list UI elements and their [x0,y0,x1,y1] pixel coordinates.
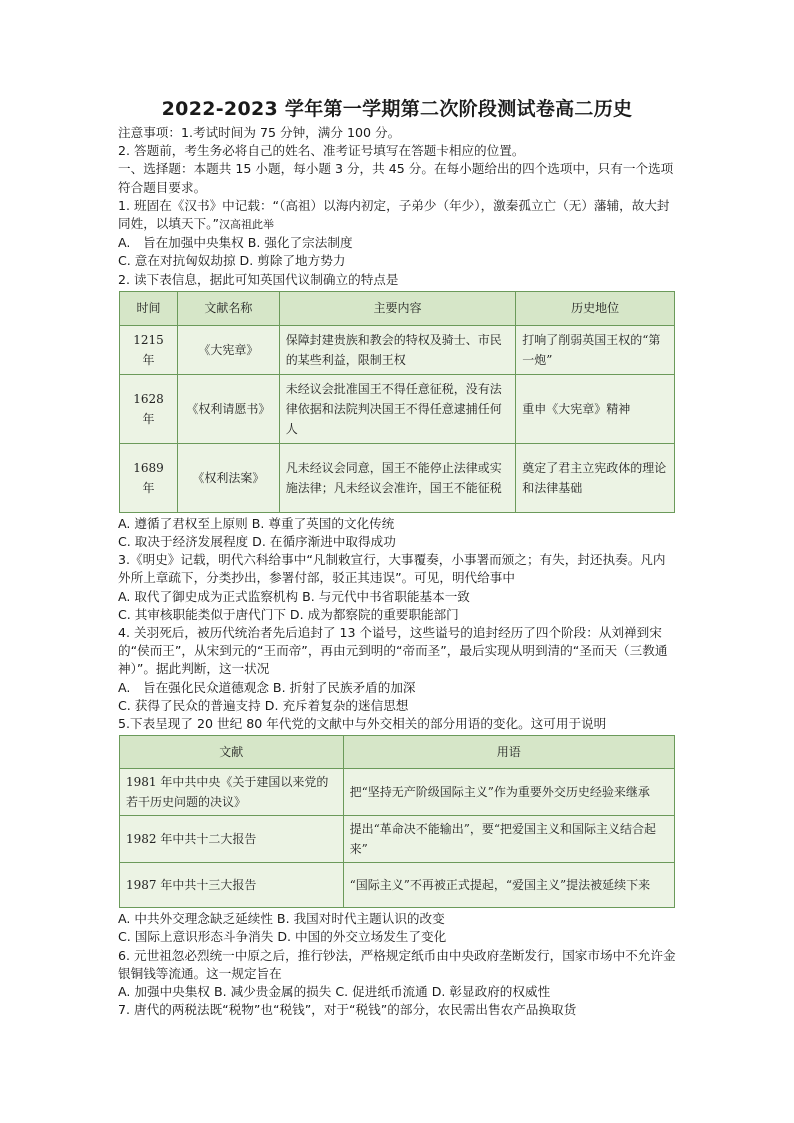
question-5-stem: 5.下表呈现了 20 世纪 80 年代党的文献中与外交相关的部分用语的变化。这可用于说明 [118,716,607,732]
question-3-options-ab: A. 取代了御史成为正式监察机构 B. 与元代中书省职能基本一致 [118,588,470,604]
question-5-options-cd: C. 国际上意识形态斗争消失 D. 中国的外交立场发生了变化 [118,929,447,945]
table-cell: 1215 年 [120,325,178,374]
table-row [120,443,675,512]
table-header: 时间 [120,291,178,325]
question-4-stem: 4. 关羽死后，被历代统治者先后追封了 13 个谥号，这些谥号的追封经历了四个阶段：从刘禅到宋的“侯而王”，从宋到元的“王而帝”，再由元到明的“帝而圣”，最后实现从明到清的“圣而天（三教通神）”。据此判断，这一状况 [118,625,668,677]
question-7-stem: 7. 唐代的两税法既“税物”也“税钱”，对于“税钱”的部分，农民需出售农产品换取货 [118,1002,577,1018]
table-cell: 凡未经议会同意，国王不能停止法律或实施法律；凡未经议会准许，国王不能征税 [279,443,515,512]
table-cell: 保障封建贵族和教会的特权及骑士、市民的某些利益，限制王权 [279,325,515,374]
table-row [120,374,675,443]
table-cell: 1981 年中共中央《关于建国以来党的若干历史问题的决议》 [120,769,344,816]
question-5-table [119,735,675,908]
table-row [120,769,675,816]
table-cell: 1689 年 [120,443,178,512]
question-3-options-cd: C. 其审核职能类似于唐代门下 D. 成为都察院的重要职能部门 [118,606,459,622]
table-cell: 1987 年中共十三大报告 [120,863,344,908]
table-cell: 打响了削弱英国王权的“第一炮” [516,325,675,374]
table-cell: 1982 年中共十二大报告 [120,816,344,863]
table-row [120,863,675,908]
table-cell: 《权利请愿书》 [177,374,279,443]
table-header-row [120,736,675,769]
table-cell: “国际主义”不再被正式提起，“爱国主义”提法被延续下来 [343,863,674,908]
question-2-options-ab: A. 遵循了君权至上原则 B. 尊重了英国的文化传统 [118,515,395,531]
table-header: 主要内容 [279,291,515,325]
table-header: 文献名称 [177,291,279,325]
question-4-options-cd: C. 获得了民众的普遍支持 D. 充斥着复杂的迷信思想 [118,697,409,713]
question-1-options-ab: A. 旨在加强中央集权 B. 强化了宗法制度 [118,235,353,251]
table-header: 历史地位 [516,291,675,325]
question-5-options-ab: A. 中共外交理念缺乏延续性 B. 我国对时代主题认识的改变 [118,911,445,927]
question-6-stem: 6. 元世祖忽必烈统一中原之后，推行钞法，严格规定纸币由中央政府垄断发行，国家市场中不允许金银铜钱等流通。这一规定旨在 [118,947,676,981]
table-cell: 《大宪章》 [177,325,279,374]
question-1-text: 1. 班固在《汉书》中记载：“（高祖）以海内初定，子弟少（年少），激秦孤立亡（无）藩辅，故大封同姓，以填天下。” [118,197,670,232]
question-2-options-cd: C. 取决于经济发展程度 D. 在循序渐进中取得成功 [118,534,396,550]
question-2-stem: 2. 读下表信息，据此可知英国代议制确立的特点是 [118,271,399,287]
question-4-options-ab: A. 旨在强化民众道德观念 B. 折射了民族矛盾的加深 [118,679,416,695]
question-1-stem [118,197,676,234]
exam-notice: 2. 答题前，考生务必将自己的姓名、准考证号填写在答题卡相应的位置。 [118,143,525,159]
table-cell: 未经议会批准国王不得任意征税，没有法律依据和法院判决国王不得任意逮捕任何人 [279,374,515,443]
table-header-row [120,291,675,325]
question-1-options-cd: C. 意在对抗匈奴劫掠 D. 剪除了地方势力 [118,253,346,269]
table-cell: 奠定了君主立宪政体的理论和法律基础 [516,443,675,512]
table-cell: 1628 年 [120,374,178,443]
table-header: 用语 [343,736,674,769]
page-title: 2022-2023 学年第一学期第二次阶段测试卷高二历史 [161,98,633,120]
exam-page [118,96,676,1019]
table-cell: 把“坚持无产阶级国际主义”作为重要外交历史经验来继承 [343,769,674,816]
question-1-prompt: 汉高祖此举 [218,218,274,232]
question-6-options: A. 加强中央集权 B. 减少贵金属的损失 C. 促进纸币流通 D. 彰显政府的权威性 [118,984,551,1000]
section-instructions: 一、选择题：本题共 15 小题，每小题 3 分，共 45 分。在每小题给出的四个选项中，只有一个选项符合题目要求。 [118,161,674,195]
table-row [120,325,675,374]
table-cell: 《权利法案》 [177,443,279,512]
table-cell: 重申《大宪章》精神 [516,374,675,443]
question-2-table [119,291,675,513]
table-cell: 提出“革命决不能输出”，要“把爱国主义和国际主义结合起来” [343,816,674,863]
question-3-stem: 3.《明史》记载，明代六科给事中“凡制敕宣行，大事覆奏，小事署而颁之；有失，封还执奏。凡内外所上章疏下，分类抄出，参署付部，驳正其违误”。可见，明代给事中 [118,552,666,586]
table-header: 文献 [120,736,344,769]
exam-notice: 注意事项：1.考试时间为 75 分钟，满分 100 分。 [118,125,401,140]
table-row [120,816,675,863]
